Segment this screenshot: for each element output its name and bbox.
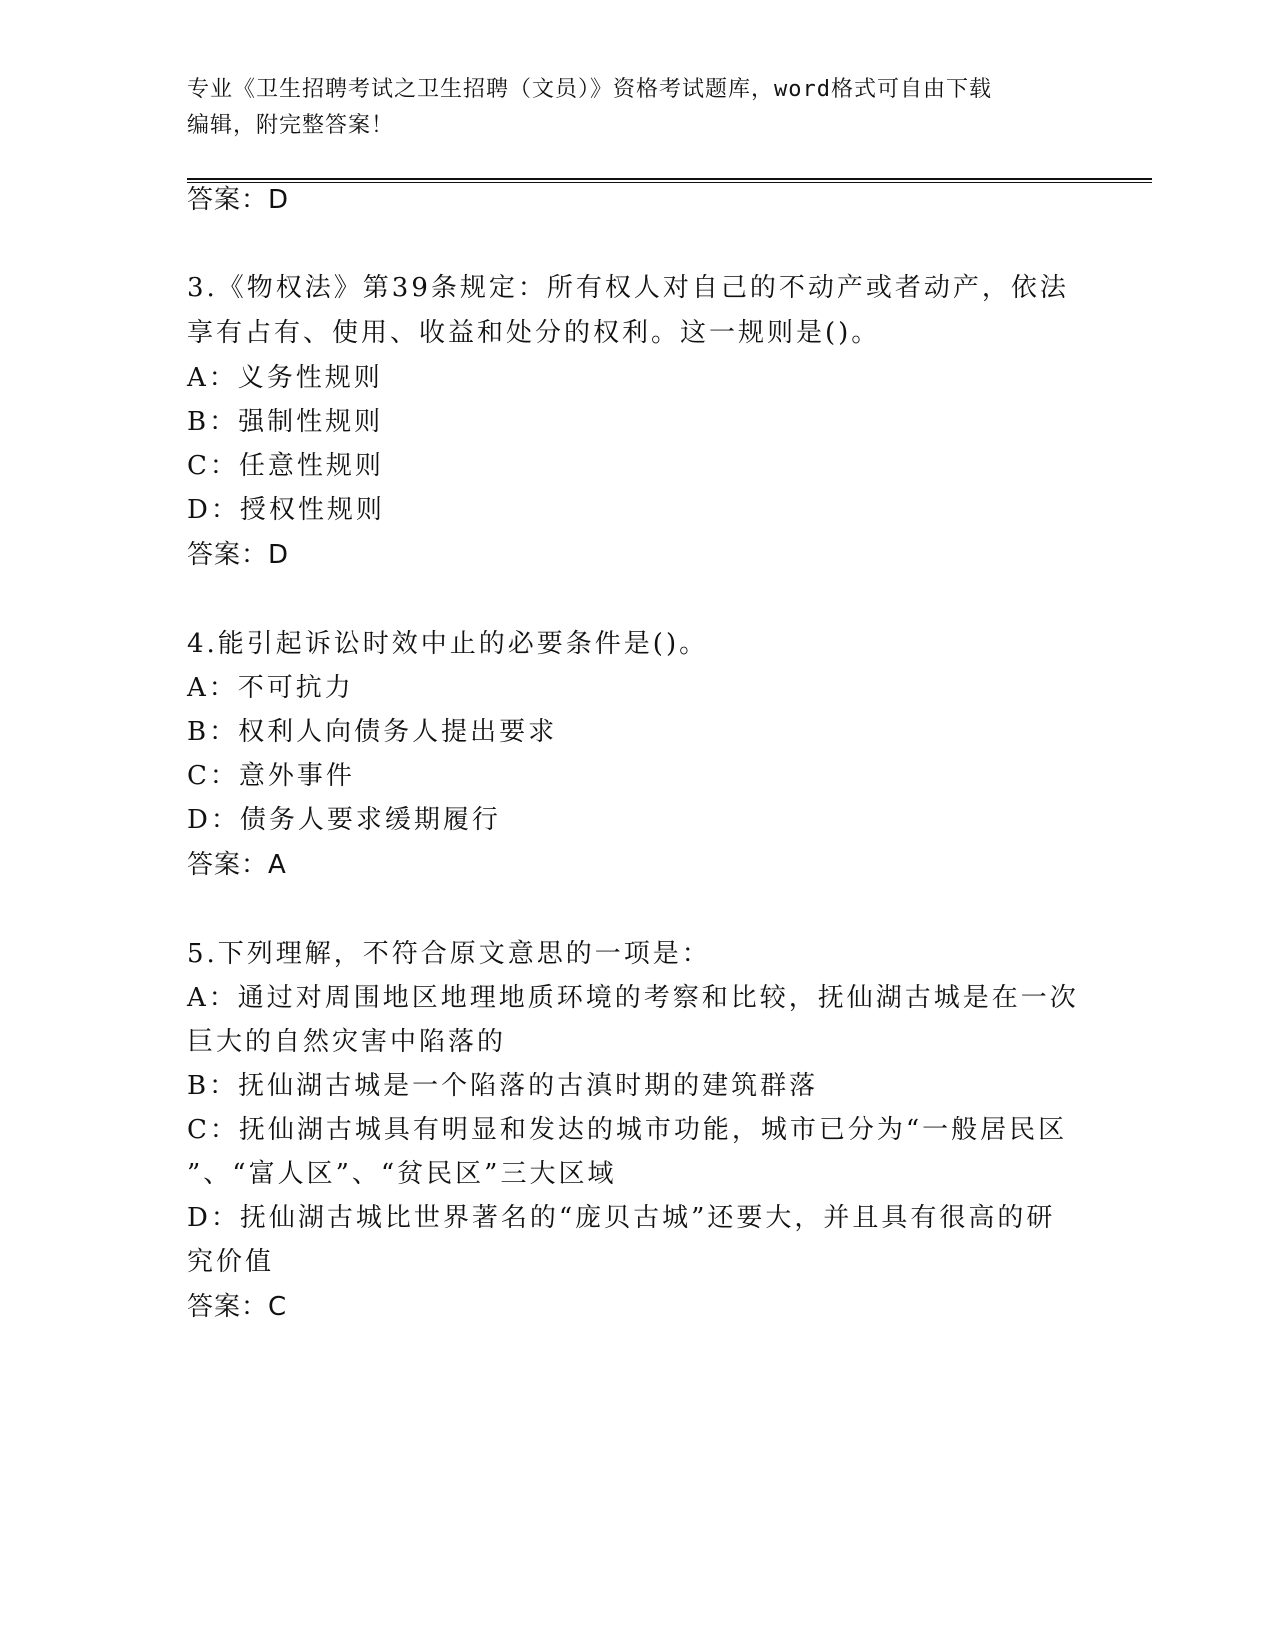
answer-q2: 答案：D — [187, 185, 290, 215]
question-3-stem-line-1: 3.《物权法》第39条规定：所有权人对自己的不动产或者动产，依法 — [187, 273, 1069, 303]
question-4-option-c: C：意外事件 — [187, 761, 355, 791]
header-divider-thin — [187, 182, 1152, 183]
question-5-option-c-cont: ”、“富人区”、“贫民区”三大区域 — [187, 1159, 617, 1189]
answer-q5: 答案：C — [187, 1292, 288, 1322]
question-3-option-d: D：授权性规则 — [187, 495, 385, 525]
question-5-option-d-cont: 究价值 — [187, 1247, 275, 1277]
question-4-option-b: B：权利人向债务人提出要求 — [187, 717, 558, 747]
question-5-option-a-cont: 巨大的自然灾害中陷落的 — [187, 1027, 507, 1057]
question-5-option-d: D：抚仙湖古城比世界著名的“庞贝古城”还要大，并且具有很高的研 — [187, 1203, 1056, 1233]
answer-q4: 答案：A — [187, 850, 287, 880]
question-5-option-c: C：抚仙湖古城具有明显和发达的城市功能，城市已分为“一般居民区 — [187, 1115, 1068, 1145]
question-3-option-c: C：任意性规则 — [187, 451, 384, 481]
question-4-option-a: A：不可抗力 — [187, 673, 354, 703]
header-line-1: 专业《卫生招聘考试之卫生招聘（文员）》资格考试题库，word格式可自由下载 — [187, 77, 992, 102]
question-5-stem: 5.下列理解，不符合原文意思的一项是： — [187, 939, 711, 969]
question-4-option-d: D：债务人要求缓期履行 — [187, 805, 501, 835]
question-3-option-b: B：强制性规则 — [187, 407, 384, 437]
answer-q3: 答案：D — [187, 540, 290, 570]
question-5-option-b: B：抚仙湖古城是一个陷落的古滇时期的建筑群落 — [187, 1071, 819, 1101]
header-divider — [187, 178, 1152, 180]
header-line-2: 编辑，附完整答案！ — [187, 113, 395, 138]
document-header — [187, 72, 1067, 144]
question-3-stem-line-2: 享有占有、使用、收益和处分的权利。这一规则是()。 — [187, 318, 881, 348]
question-4-stem: 4.能引起诉讼时效中止的必要条件是()。 — [187, 629, 709, 659]
question-5-option-a: A：通过对周围地区地理地质环境的考察和比较，抚仙湖古城是在一次 — [187, 983, 1079, 1013]
question-3-option-a: A：义务性规则 — [187, 363, 383, 393]
